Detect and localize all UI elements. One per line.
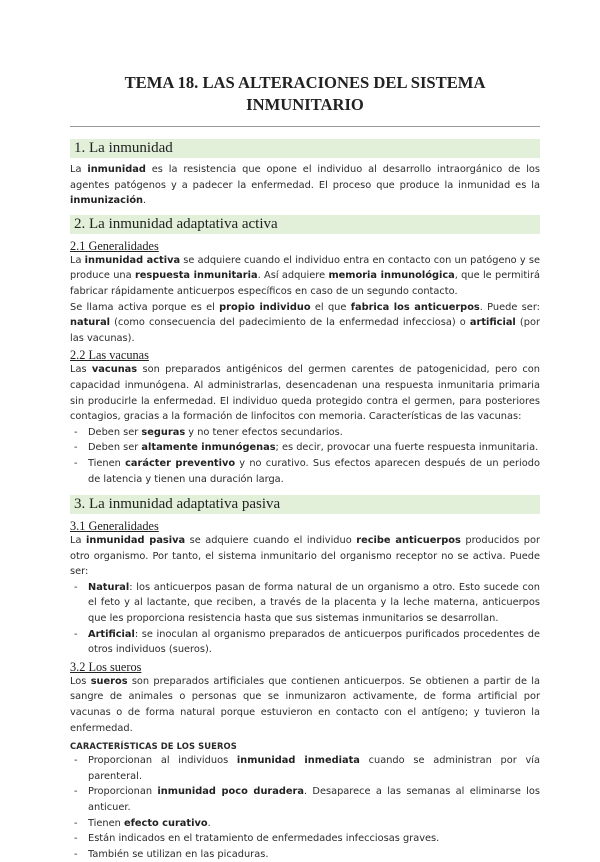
- bold-term: recibe anticuerpos: [356, 535, 461, 547]
- section-heading-adaptativa-pasiva: 3. La inmunidad adaptativa pasiva: [70, 495, 540, 514]
- subsection-heading-generalidades: 2.1 Generalidades: [70, 238, 159, 253]
- paragraph: La inmunidad pasiva se adquiere cuando el individuo recibe anticuerpos producidos por otro organismo. Por tanto, el sistema inmunitario del organismo receptor no se activa. Puede ser:: [70, 535, 541, 578]
- bold-term: efecto curativo: [124, 817, 208, 829]
- list-tipos-pasiva: [70, 580, 540, 658]
- subsection-heading-vacunas: 2.2 Las vacunas: [70, 348, 149, 363]
- bold-term: inmunidad activa: [84, 254, 181, 266]
- list-item: - También se utilizan en las picaduras.: [70, 847, 540, 862]
- list-item: - Tienen carácter preventivo y no curativo. Sus efectos aparecen después de un periodo de latencia y tienen una duración larga.: [70, 456, 540, 487]
- bold-term: fabrica los anticuerpos: [350, 301, 480, 313]
- paragraph: Se llama activa porque es el propio individuo el que fabrica los anticuerpos. Puede ser: natural (como consecuencia del padecimiento de la enfermedad infecciosa) o artificial (por las vacunas).: [70, 301, 540, 344]
- list-item: - Proporcionan al individuos inmunidad inmediata cuando se administran por vía parenteral.: [70, 753, 540, 784]
- bold-term: altamente inmunógenas: [141, 442, 276, 454]
- bold-term: inmunidad pasiva: [86, 535, 186, 547]
- paragraph: Las vacunas son preparados antigénicos del germen carentes de patogenicidad, pero con capacidad inmunógena. Al administrarlas, desencadenan una respuesta inmunitaria primaria sin producirle la enfermedad. El individuo queda protegido contra el germen, para posteriores contagios, gracias a la formación de linfocitos con memoria. Características de las vacunas:: [70, 364, 541, 423]
- subsection-heading-sueros: 3.2 Los sueros: [70, 659, 142, 674]
- document-title: TEMA 18. LAS ALTERACIONES DEL SISTEMA INMUNITARIO: [124, 73, 486, 114]
- subsection-heading-generalidades-pasiva: 3.1 Generalidades: [70, 519, 159, 534]
- paragraph: La inmunidad es la resistencia que opone el individuo al desarrollo intraorgánico de los agentes patógenos y a padecer la enfermedad. El proceso que produce la inmunidad es la inmunización.: [70, 164, 541, 207]
- bold-term: inmunidad poco duradera: [157, 786, 304, 798]
- bold-term: natural: [70, 317, 111, 329]
- bold-term: propio individuo: [219, 301, 311, 313]
- bold-term: respuesta inmunitaria: [134, 270, 258, 282]
- list-item: - Están indicados en el tratamiento de enfermedades infecciosas graves.: [70, 831, 540, 847]
- list-item: - Deben ser altamente inmunógenas; es decir, provocar una fuerte respuesta inmunitaria.: [70, 440, 540, 456]
- paragraph: La inmunidad activa se adquiere cuando el individuo entra en contacto con un patógeno y se produce una respuesta inmunitaria. Así adquiere memoria inmunológica, que le permitirá fabricar rápidamente anticuerpos específicos en caso de un segundo contacto.: [70, 254, 540, 297]
- bold-term: memoria inmunológica: [328, 270, 455, 282]
- bold-term: Natural: [88, 581, 130, 593]
- list-item: - Proporcionan inmunidad poco duradera. Desaparece a las semanas al eliminarse los anticuer.: [70, 784, 540, 815]
- list-item: - Natural: los anticuerpos pasan de forma natural de un organismo a otro. Esto sucede con el feto y al lactante, que reciben, a través de la placenta y la leche materna, anticuerpos que les proporciona resistencia hasta que sus sistemas inmunitarios se desarrollan.: [70, 580, 540, 627]
- section-heading-adaptativa-activa: 2. La inmunidad adaptativa activa: [70, 215, 540, 234]
- bold-term: inmunización: [70, 195, 144, 207]
- bold-term: sueros: [90, 675, 128, 687]
- bold-term: Artificial: [88, 628, 135, 640]
- list-item: - Tienen efecto curativo.: [70, 816, 540, 832]
- bold-term: inmunidad inmediata: [236, 755, 360, 767]
- title-divider: [70, 126, 540, 127]
- list-item: - Deben ser seguras y no tener efectos secundarios.: [70, 425, 540, 441]
- caracteristicas-label: CARACTERÍSTICAS DE LOS SUEROS: [70, 741, 237, 752]
- bold-term: carácter preventivo: [125, 457, 236, 469]
- list-sueros: [70, 753, 540, 862]
- bold-term: vacunas: [91, 364, 138, 376]
- bold-term: artificial: [469, 317, 516, 329]
- bold-term: inmunidad: [87, 164, 146, 175]
- list-vacunas: [70, 425, 540, 487]
- list-item: - Artificial: se inoculan al organismo preparados de anticuerpos purificados procedentes de otros individuos (sueros).: [70, 627, 540, 658]
- paragraph: Los sueros son preparados artificiales que contienen anticuerpos. Se obtienen a partir de la sangre de animales o personas que se inmunizaron activamente, de forma artificial por vacunas o de forma natural porque estuvieron en contacto con el antígeno; y tuvieron la enfermedad.: [70, 675, 540, 734]
- section-heading-inmunidad: 1. La inmunidad: [70, 139, 540, 158]
- bold-term: seguras: [141, 426, 186, 438]
